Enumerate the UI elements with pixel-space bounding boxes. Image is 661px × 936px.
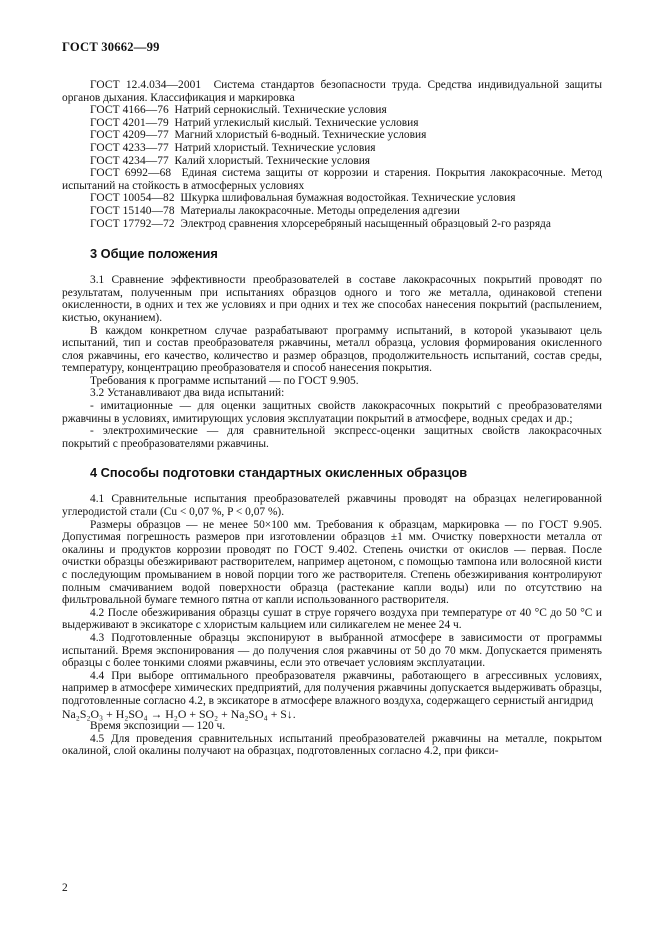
reference-item: [62, 117, 602, 130]
paragraph: 3.2 Устанавливают два вида испытаний:: [90, 387, 285, 400]
paragraph: Размеры образцов — не менее 50×100 мм. Требования к образцам, маркировка — по ГОСТ 9.905. Допустимая погрешность размеров при изготовлении образцов ±1 мм. Очистку поверхности металла от окалины и продуктов коррозии проводят по ГОСТ 9.402. Степень очистки от окислов — первая. После очистки образцы обезжиривают растворителем, например ацетоном, с помощью тампона или волосяной кисти с последующим промыванием в новой порции того же растворителя. Степень обезжиривания контролируют полным смачиванием водой поверхности образца (растекание капли воды) или по отсутствию на фильтровальной бумаге темного пятна от капли использованного растворителя.: [62, 518, 602, 607]
reference-title: Магний хлористый 6-водный. Технические условия: [174, 129, 427, 142]
reference-code: ГОСТ 4233—77: [90, 141, 169, 154]
reference-item: [62, 192, 602, 205]
reference-title: Шкурка шлифовальная бумажная водостойкая. Технические условия: [180, 192, 516, 205]
paragraph: 3.1 Сравнение эффективности преобразователей в составе лакокрасочных покрытий проводят по результатам, полученным при испытаниях образцов одного и того же металла, одинаковой степени окисленности, в одних и тех же условиях и при одних и тех же способах нанесения покрытий (распылением, кистью, окунанием).: [62, 274, 602, 324]
document-page: [62, 40, 602, 758]
reference-item: [62, 142, 602, 155]
section-4-heading: 4 Способы подготовки стандартных окисленных образцов: [90, 465, 468, 481]
reference-title: Натрий сернокислый. Технические условия: [174, 104, 387, 117]
chemical-formula: Na₂S₂O₃ + H₂SO₄ → H₂O + SO₂ + Na₂SO₄ + S↓.: [62, 706, 296, 721]
reference-item: [62, 218, 602, 231]
section-3-body: [62, 274, 602, 450]
reference-title: Калий хлористый. Технические условия: [174, 154, 371, 167]
reference-title: Система стандартов безопасности труда. Средства индивидуальной защиты органов дыхания. Классификация и маркировка: [62, 79, 603, 104]
paragraph: 4.1 Сравнительные испытания преобразователей ржавчины проводят на образцах нелегированной углеродистой стали (Cu < 0,07 %, P < 0,07 %).: [62, 493, 602, 519]
reference-code: ГОСТ 4234—77: [90, 154, 169, 167]
reference-title: Электрод сравнения хлорсеребряный насыщенный образцовый 2-го разряда: [180, 217, 551, 230]
reference-code: ГОСТ 4209—77: [90, 129, 169, 142]
section-3-heading: 3 Общие положения: [90, 246, 218, 262]
reference-item: [62, 205, 602, 218]
reference-item: [62, 167, 602, 192]
paragraph: 4.4 При выборе оптимального преобразователя ржавчины, работающего в агрессивных условиях, например в атмосфере химических предприятий, для получения ржавчины допускается выдерживать образцы, подготовленные согласно 4.2, в эксикаторе в атмосфере влажного воздуха, содержащего сернистый ангидрид: [62, 669, 602, 707]
normative-references: [62, 79, 602, 230]
paragraph: - имитационные — для оценки защитных свойств лакокрасочных покрытий с преобразователями ржавчины в условиях, имитирующих условия эксплуатации покрытий в атмосфере, водных средах и др.;: [62, 400, 602, 425]
reference-item: [62, 104, 602, 117]
reference-title: Натрий хлористый. Технические условия: [174, 141, 376, 154]
paragraph: - электрохимические — для сравнительной экспресс-оценки защитных свойств лакокрасочных покрытий с преобразователями ржавчины.: [62, 425, 602, 450]
paragraph: Время экспозиции — 120 ч.: [90, 720, 226, 733]
paragraph: 4.5 Для проведения сравнительных испытаний преобразователей ржавчины на металле, покрытом окалиной, слой окалины получают на образцах, подготовленных согласно 4.2, при фикси-: [62, 732, 602, 758]
reference-code: ГОСТ 10054—82: [90, 192, 175, 205]
reference-code: ГОСТ 6992—68: [90, 167, 172, 180]
paragraph: 4.2 После обезжиривания образцы сушат в струе горячего воздуха при температуре от 40 °С до 50 °С и выдерживают в эксикаторе с хлористым кальцием или силикагелем не менее 24 ч.: [62, 606, 602, 632]
page-number: 2: [62, 882, 68, 894]
document-header: ГОСТ 30662—99: [62, 40, 160, 54]
reference-code: ГОСТ 4201—79: [90, 116, 169, 129]
reference-code: ГОСТ 17792—72: [90, 217, 175, 230]
section-4-body: [62, 493, 602, 757]
reference-code: ГОСТ 12.4.034—2001: [90, 79, 202, 91]
reference-title: Натрий углекислый кислый. Технические условия: [174, 116, 419, 129]
reference-item: [62, 129, 602, 142]
reference-code: ГОСТ 4166—76: [90, 104, 169, 117]
reference-code: ГОСТ 15140—78: [90, 204, 175, 217]
reference-title: Материалы лакокрасочные. Методы определения адгезии: [180, 204, 460, 217]
paragraph: В каждом конкретном случае разрабатывают программу испытаний, в которой указывают цель испытаний, тип и состав преобразователя ржавчины, металл образца, условия формирования окисленного слоя ржавчины, его качество, количество и размер образцов, продолжительность испытаний, состав среды, температуру, концентрацию преобразователя и способ нанесения покрытия.: [62, 324, 602, 375]
paragraph: 4.3 Подготовленные образцы экспонируют в выбранной атмосфере в зависимости от программы испытаний. Время экспонирования — до получения слоя ржавчины от 50 до 70 мкм. Допускается применять образцы с более тонкими слоями ржавчины, если это отвечает условиям эксплуатации.: [62, 631, 602, 670]
reference-item: [62, 155, 602, 168]
reference-title: Единая система защиты от коррозии и старения. Покрытия лакокрасочные. Метод испытаний на стойкость в атмосферных условиях: [62, 167, 602, 192]
reference-item: [62, 79, 602, 104]
paragraph: Требования к программе испытаний — по ГОСТ 9.905.: [90, 374, 359, 387]
